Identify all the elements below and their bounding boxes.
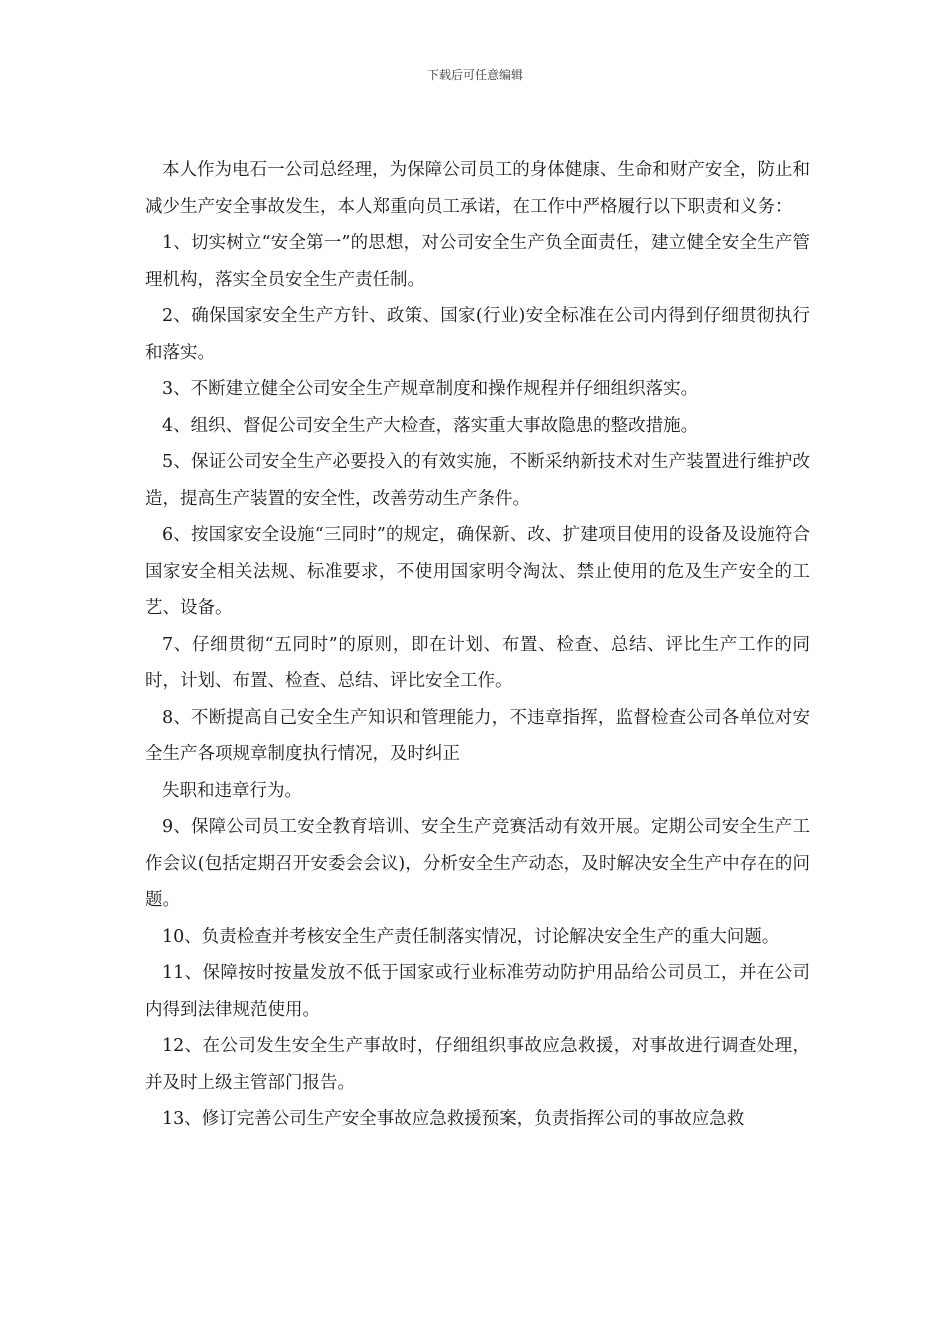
clause-7: 7、仔细贯彻“五同时”的原则，即在计划、布置、检查、总结、评比生产工作的同时，计划、布置、检查、总结、评比安全工作。 <box>145 634 810 691</box>
clause-11: 11、保障按时按量发放不低于国家或行业标准劳动防护用品给公司员工，并在公司内得到法律规范使用。 <box>145 963 810 1020</box>
clause-4: 4、组织、督促公司安全生产大检查，落实重大事故隐患的整改措施。 <box>162 415 699 436</box>
clause-5: 5、保证公司安全生产必要投入的有效实施，不断采纳新技术对生产装置进行维护改造，提高生产装置的安全性，改善劳动生产条件。 <box>145 452 810 509</box>
clause-1: 1、切实树立“安全第一”的思想，对公司安全生产负全面责任，建立健全安全生产管理机构，落实全员安全生产责任制。 <box>145 233 810 290</box>
page-header: 下载后可任意编辑 <box>426 68 523 82</box>
document-body <box>145 152 810 1138</box>
clause-2: 2、确保国家安全生产方针、政策、国家(行业)安全标准在公司内得到仔细贯彻执行和落实。 <box>145 306 810 363</box>
clause-13: 13、修订完善公司生产安全事故应急救援预案，负责指挥公司的事故应急救 <box>162 1109 745 1129</box>
clause-6: 6、按国家安全设施“三同时”的规定，确保新、改、扩建项目使用的设备及设施符合国家安全相关法规、标准要求，不使用国家明令淘汰、禁止使用的危及生产安全的工艺、设备。 <box>145 525 810 618</box>
clause-9: 9、保障公司员工安全教育培训、安全生产竞赛活动有效开展。定期公司安全生产工作会议(包括定期召开安委会会议)，分析安全生产动态，及时解决安全生产中存在的问题。 <box>145 817 810 910</box>
clause-8-continuation: 失职和违章行为。 <box>162 780 302 801</box>
clause-8: 8、不断提高自己安全生产知识和管理能力，不违章指挥，监督检查公司各单位对安全生产各项规章制度执行情况，及时纠正 <box>145 707 810 764</box>
clause-3: 3、不断建立健全公司安全生产规章制度和操作规程并仔细组织落实。 <box>162 379 699 399</box>
clause-10: 10、负责检查并考核安全生产责任制落实情况，讨论解决安全生产的重大问题。 <box>162 926 780 947</box>
clause-12: 12、在公司发生安全生产事故时，仔细组织事故应急救援，对事故进行调查处理，并及时上级主管部门报告。 <box>145 1036 810 1093</box>
intro-paragraph: 本人作为电石一公司总经理，为保障公司员工的身体健康、生命和财产安全，防止和减少生产安全事故发生，本人郑重向员工承诺，在工作中严格履行以下职责和义务： <box>145 160 810 217</box>
